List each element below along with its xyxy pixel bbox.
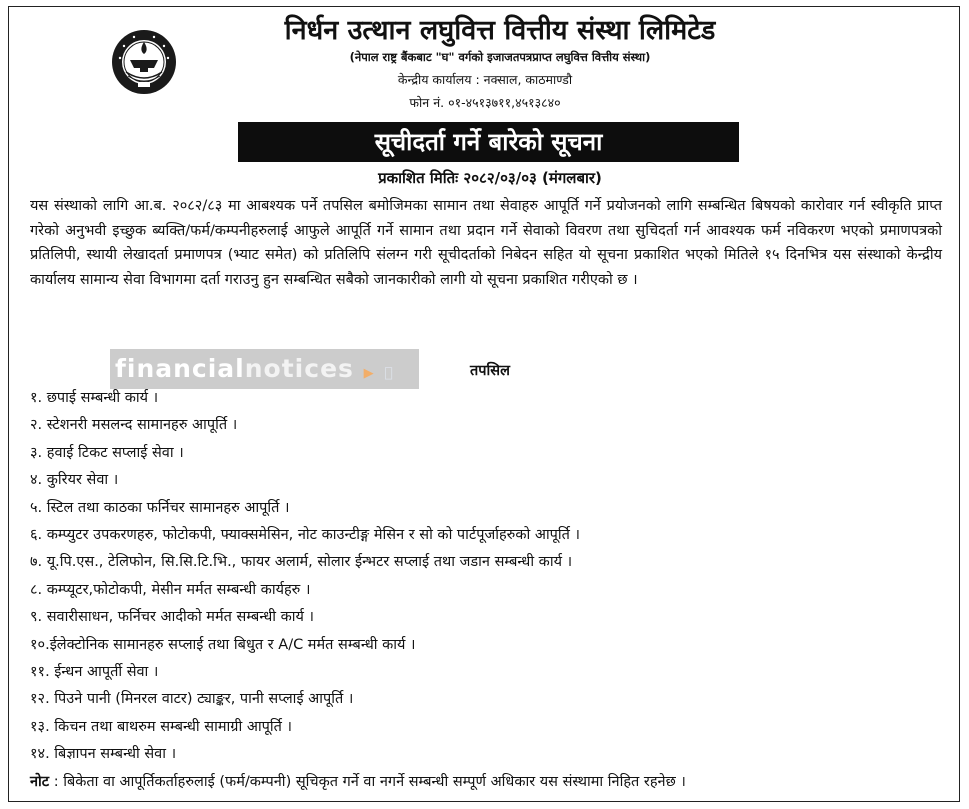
note-label: नोट [30,774,50,790]
list-item: ८. कम्प्यूटर,फोटोकपी, मेसीन मर्मत सम्बन्धी कार्यहरु । [30,581,311,598]
list-item: ५. स्टिल तथा काठका फर्निचर सामानहरु आपूर्ति । [30,499,290,516]
list-item: ११. ईन्धन आपूर्ती सेवा । [30,663,159,680]
list-item: १२. पिउने पानी (मिनरल वाटर) ट्याङ्कर, पानी सप्लाई आपूर्ति । [30,691,354,708]
notice-body: यस संस्थाको लागि आ.ब. २०८२/८३ मा आबश्यक पर्ने तपसिल बमोजिमका सामान तथा सेवाहरु आपूर्ति गर्ने प्रयोजनको लागि सम्बन्धित बिषयको कारोवार गर्न स्वीकृति प्राप्त गरेको अनुभवी इच्छुक ब्यक्ति/फर्म/कम्पनीहरुलाई आफुले आपूर्ति गर्ने सामान तथा प्रदान गर्ने सेवाको विवरण तथा सुचिदर्ता गर्न आवश्यक फर्म नविकरण भएको प्रमाणपत्रको प्रतिलिपी, स्थायी लेखादर्ता प्रमाणपत्र (भ्याट समेत) को प्रतिलिपि संलग्न गरी सूचीदर्ताको निबेदन सहित यो सूचना प्रकाशित भएको मितिले १५ दिनभित्र यस संस्थाको केन्द्रीय कार्यालय सामान्य सेवा विभागमा दर्ता गराउनु हुन सम्बन्धित सबैको जानकारीको लागी यो सूचना प्रकाशित गरीएको छ । [30,198,942,288]
list-item: ७. यू.पि.एस., टेलिफोन, सि.सि.टि.भि., फायर अलार्म, सोलार ईन्भटर सप्लाई तथा जडान सम्बन्धी कार्य । [30,554,573,571]
list-item: १४. बिज्ञापन सम्बन्धी सेवा । [30,746,177,763]
watermark-text-1: financial [115,354,245,383]
apple-icon [384,365,393,381]
org-name: निर्धन उत्थान लघुवित्त वित्तीय संस्था लिमिटेड [284,15,716,46]
notice-title: सूचीदर्ता गर्ने बारेको सूचना [238,122,739,162]
list-item: १. छपाई सम्बन्धी कार्य । [30,390,159,406]
org-subtitle: (नेपाल राष्ट्र बैंकबाट "घ" वर्गको इजाजतपत्रप्राप्त लघुवित्त वित्तीय संस्था) [349,50,651,64]
schedule-heading: तपसिल [470,363,510,379]
watermark-banner [110,349,419,389]
schedule-list [30,385,580,768]
list-item: २. स्टेशनरी मसलन्द सामानहरु आपूर्ति । [30,417,238,434]
footer-note [30,771,950,793]
phone-number: फोन नं. ०१-४५१३७११,४५१३८४० [409,95,561,110]
list-item: ४. कुरियर सेवा । [30,472,119,489]
list-item: १०.ईलेक्टोनिक सामानहरु सप्लाई तथा बिधुत र A/C मर्मत सम्बन्धी कार्य । [30,636,416,653]
arrow-icon: ▶ [363,366,375,381]
office-address: केन्द्रीय कार्यालय : नक्साल, काठमाण्डौ [397,72,573,87]
org-logo [110,28,178,96]
list-item: १३. किचन तथा बाथरुम सम्बन्धी सामाग्री आपूर्ति । [30,718,292,735]
note-text: : बिकेता वा आपूर्तिकर्ताहरुलाई (फर्म/कम्पनी) सूचिकृत गर्ने वा नगर्ने सम्बन्धी सम्पूर्ण अधिकार यस संस्थामा निहित रहनेछ । [49,774,686,790]
list-item: ६. कम्प्युटर उपकरणहरु, फोटोकपी, फ्याक्समेसिन, नोट काउन्टीङ्ग मेसिन र सो को पार्टपूर्जाहरुको आपूर्ति । [30,526,581,543]
list-item: ९. सवारीसाधन, फर्निचर आदीको मर्मत सम्बन्धी कार्य । [30,609,315,626]
watermark-text-2: notices [244,354,354,383]
published-date: प्रकाशित मितिः २०८२/०३/०३ (मंगलबार) [378,169,602,187]
list-item: ३. हवाई टिकट सप्लाई सेवा । [30,444,184,461]
